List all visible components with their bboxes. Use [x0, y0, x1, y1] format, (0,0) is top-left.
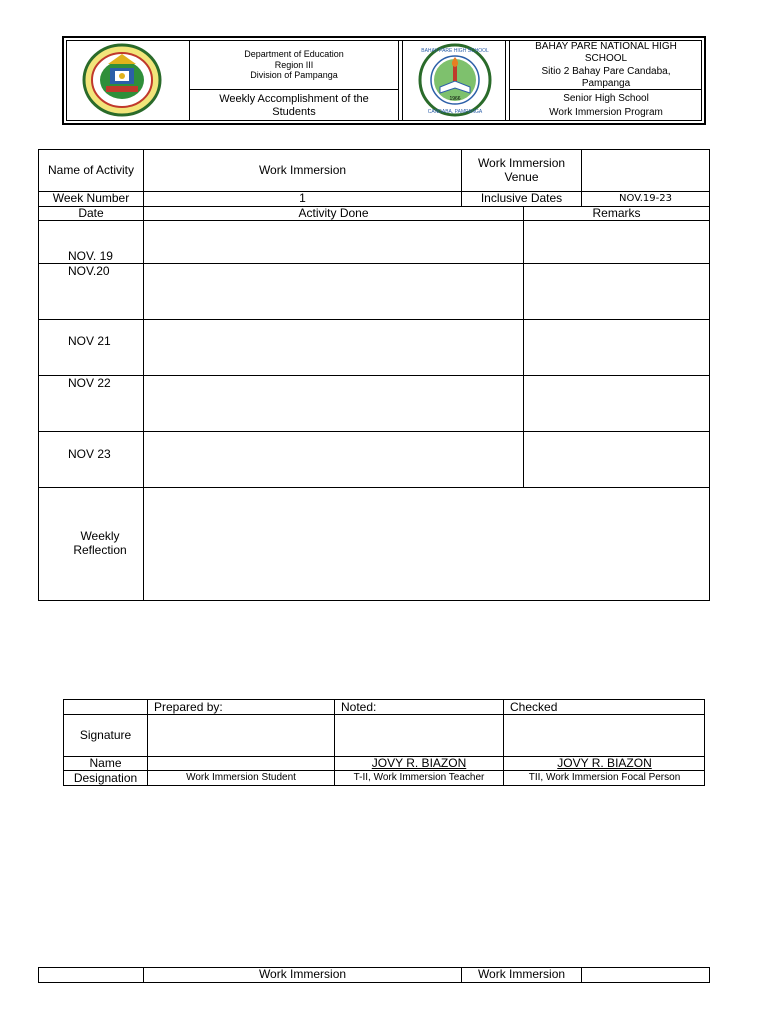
designation-row-label: Designation — [73, 770, 138, 785]
remarks-cell[interactable] — [524, 221, 709, 263]
school-address: Sitio 2 Bahay Pare Candaba, Pampanga — [541, 66, 671, 89]
prepared-by-header: Prepared by: — [154, 700, 223, 714]
checked-signature-field[interactable] — [504, 715, 705, 756]
date-nov23: NOV 23 — [68, 447, 111, 461]
date-nov19: NOV. 19 — [68, 249, 113, 263]
name-of-activity-value[interactable]: Work Immersion — [258, 162, 347, 177]
name-of-activity-label: Name of Activity — [47, 162, 135, 177]
noted-designation: T-II, Work Immersion Teacher — [353, 772, 485, 784]
division-name: Division of Pampanga — [250, 70, 338, 81]
remarks-cell[interactable] — [524, 264, 709, 319]
date-column-header: Date — [78, 205, 104, 220]
weekly-reflection-label: Weekly Reflection — [73, 529, 127, 557]
dept-name: Department of Education — [244, 49, 344, 60]
checked-header: Checked — [510, 700, 558, 714]
inclusive-dates-value[interactable]: NOV.19-23 — [619, 193, 672, 205]
date-nov22: NOV 22 — [68, 376, 111, 390]
noted-signature-field[interactable] — [335, 715, 503, 756]
activity-cell[interactable] — [144, 432, 523, 487]
activity-done-column-header: Activity Done — [298, 205, 369, 220]
form-title: Weekly Accomplishment of the Students — [219, 92, 369, 118]
program-line1: Senior High School — [563, 92, 649, 104]
remarks-cell[interactable] — [524, 320, 709, 375]
activity-cell[interactable] — [144, 221, 523, 263]
next-page-venue-label: Work Immersion — [477, 967, 566, 982]
deped-heading — [190, 41, 398, 89]
program-info — [510, 90, 702, 121]
venue-label: Work Immersion Venue — [477, 155, 566, 184]
program-line2: Work Immersion Program — [549, 107, 663, 118]
school-name: BAHAY PARE NATIONAL HIGH SCHOOL — [535, 41, 677, 64]
region-name: Region III — [274, 59, 314, 70]
date-nov21: NOV 21 — [68, 334, 111, 348]
venue-value[interactable] — [582, 150, 709, 191]
noted-header: Noted: — [341, 700, 377, 714]
inclusive-dates-label: Inclusive Dates — [480, 191, 563, 206]
name-row-label: Name — [89, 755, 122, 770]
noted-name: JOVY R. BIAZON — [371, 755, 467, 770]
school-logo-text-top: BAHAY PARE HIGH SCHOOL — [421, 48, 489, 54]
school-logo-text-bottom: CANDABA, PAMPANGA — [427, 109, 483, 115]
school-logo — [414, 43, 496, 117]
week-number-value[interactable]: 1 — [299, 191, 306, 206]
date-nov20: NOV.20 — [68, 264, 110, 278]
remarks-cell[interactable] — [524, 432, 709, 487]
checked-name: JOVY R. BIAZON — [557, 755, 652, 770]
remarks-cell[interactable] — [524, 376, 709, 431]
remarks-column-header: Remarks — [592, 205, 641, 220]
checked-designation: TII, Work Immersion Focal Person — [528, 772, 681, 784]
week-number-label: Week Number — [52, 191, 130, 206]
deped-seal — [82, 42, 162, 118]
signature-row-label: Signature — [79, 727, 132, 742]
next-page-activity-value: Work Immersion — [258, 967, 347, 982]
activity-cell[interactable] — [144, 320, 523, 375]
prepared-signature-field[interactable] — [148, 715, 334, 756]
activity-cell[interactable] — [144, 264, 523, 319]
activity-cell[interactable] — [144, 376, 523, 431]
school-logo-year: 1966 — [449, 96, 461, 102]
weekly-reflection-field[interactable] — [144, 488, 709, 600]
school-info — [510, 41, 702, 89]
prepared-designation: Work Immersion Student — [186, 772, 296, 784]
